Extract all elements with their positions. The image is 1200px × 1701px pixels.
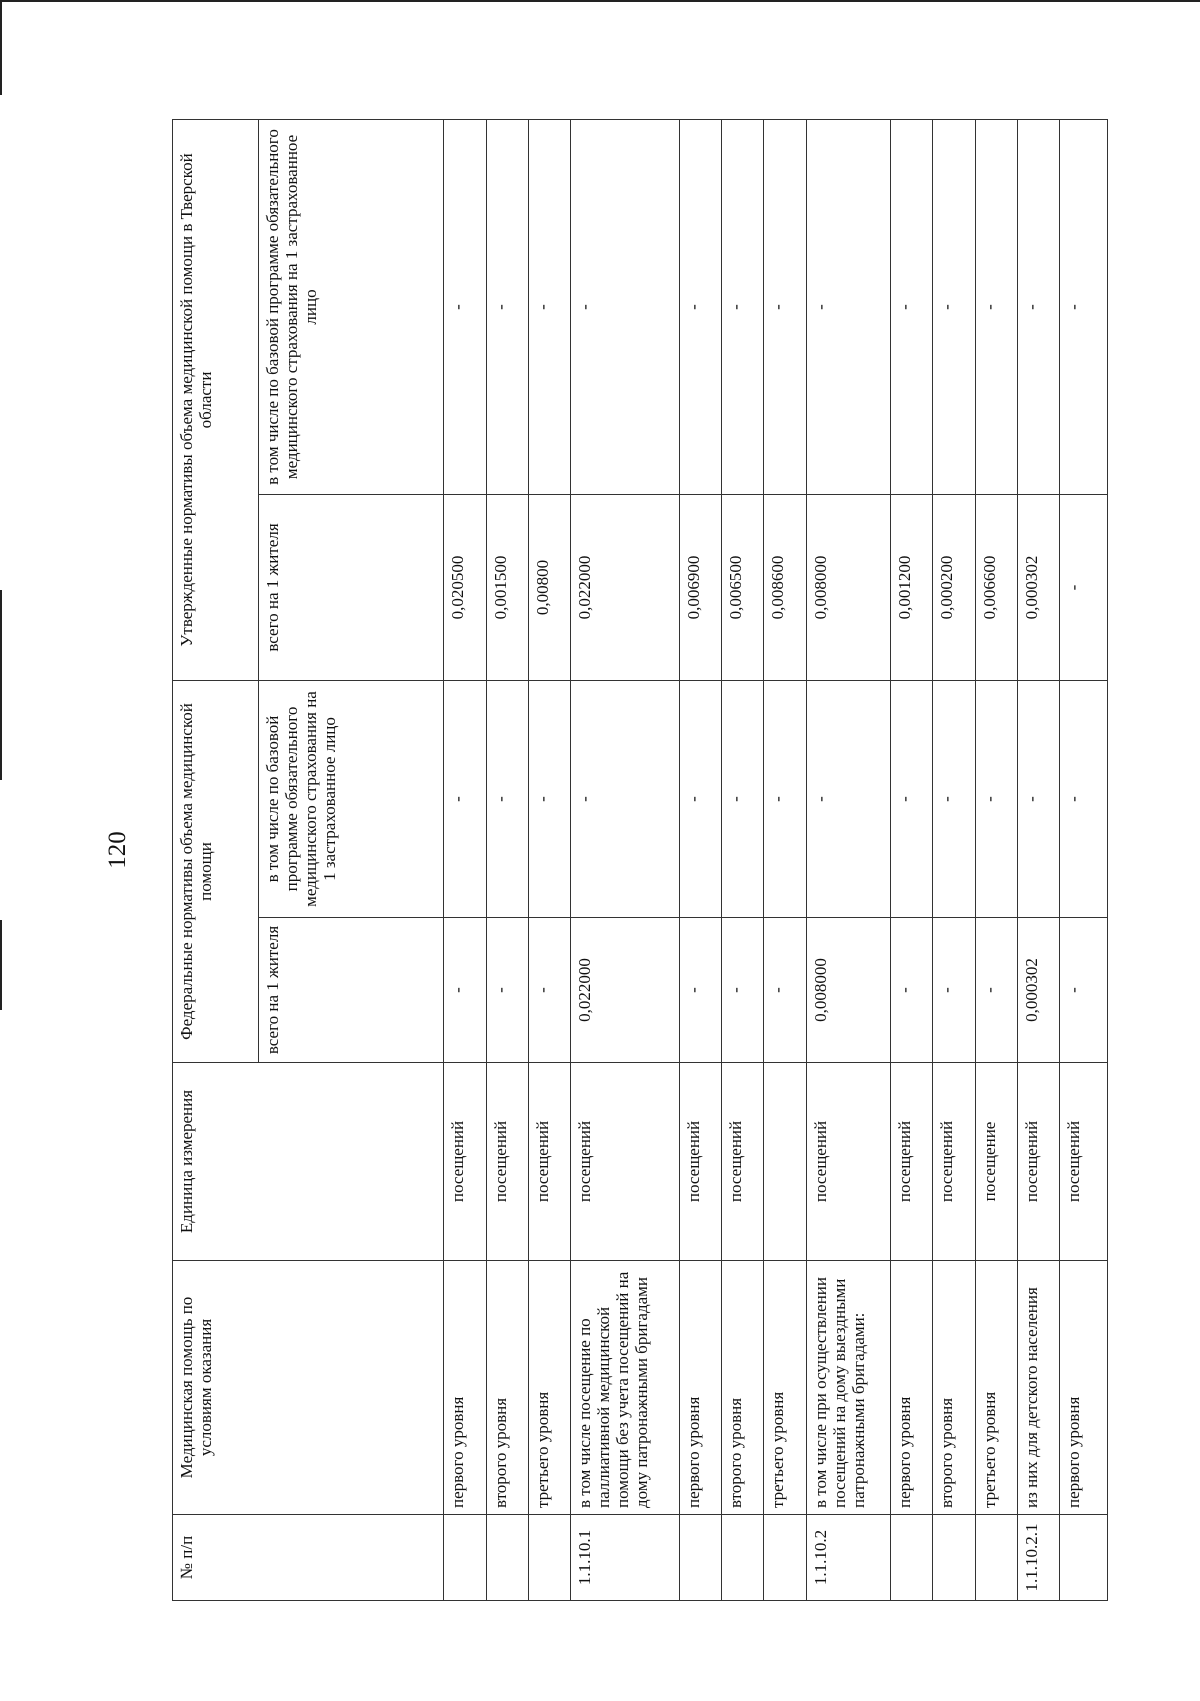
cell-unit: посещений bbox=[806, 1063, 891, 1261]
header-regional: Утвержденные нормативы объема медицинской помощи в Тверской области bbox=[173, 119, 259, 680]
cell-federal-oms: - bbox=[891, 680, 933, 917]
cell-unit: посещений bbox=[486, 1063, 528, 1261]
cell-regional-total: 0,020500 bbox=[444, 494, 486, 680]
scan-border-left-top bbox=[0, 0, 2, 95]
cell-num bbox=[764, 1515, 806, 1601]
table-row bbox=[1018, 119, 1060, 1600]
cell-regional-total: 0,00800 bbox=[529, 494, 571, 680]
cell-num bbox=[721, 1515, 763, 1601]
cell-care: первого уровня bbox=[444, 1261, 486, 1515]
cell-num bbox=[975, 1515, 1017, 1601]
cell-care: в том числе при осуществлении посещений на дому выездными патронажными бригадами: bbox=[806, 1261, 891, 1515]
cell-regional-oms: - bbox=[891, 119, 933, 494]
cell-regional-oms: - bbox=[721, 119, 763, 494]
cell-regional-oms: - bbox=[444, 119, 486, 494]
cell-federal-oms: - bbox=[486, 680, 528, 917]
cell-num bbox=[486, 1515, 528, 1601]
cell-regional-total: 0,006500 bbox=[721, 494, 763, 680]
cell-care: из них для детского населения bbox=[1018, 1261, 1060, 1515]
cell-unit: посещений bbox=[1060, 1063, 1108, 1261]
cell-num bbox=[444, 1515, 486, 1601]
table-row bbox=[529, 119, 571, 1600]
table-row bbox=[721, 119, 763, 1600]
cell-unit: посещений bbox=[1018, 1063, 1060, 1261]
cell-regional-total: 0,008000 bbox=[806, 494, 891, 680]
cell-regional-oms: - bbox=[975, 119, 1017, 494]
scan-border-left-low bbox=[0, 920, 2, 1010]
cell-federal-oms: - bbox=[1060, 680, 1108, 917]
cell-care: первого уровня bbox=[679, 1261, 721, 1515]
header-federal: Федеральные нормативы объема медицинской помощи bbox=[173, 680, 259, 1062]
cell-num: 1.1.10.1 bbox=[571, 1515, 679, 1601]
cell-federal-total: - bbox=[1060, 918, 1108, 1063]
header-care: Медицинская помощь по условиям оказания bbox=[173, 1261, 444, 1515]
cell-unit bbox=[764, 1063, 806, 1261]
cell-federal-oms: - bbox=[529, 680, 571, 917]
table-row bbox=[806, 119, 891, 1600]
cell-federal-total: 0,000302 bbox=[1018, 918, 1060, 1063]
cell-num: 1.1.10.2.1 bbox=[1018, 1515, 1060, 1601]
cell-care: второго уровня bbox=[721, 1261, 763, 1515]
cell-regional-total: 0,022000 bbox=[571, 494, 679, 680]
header-row bbox=[173, 119, 259, 1600]
cell-federal-total: - bbox=[764, 918, 806, 1063]
table-row bbox=[933, 119, 975, 1600]
cell-care: второго уровня bbox=[933, 1261, 975, 1515]
table-row bbox=[891, 119, 933, 1600]
cell-care: третьего уровня bbox=[764, 1261, 806, 1515]
subheader-federal-oms: в том числе по базовой программе обязательного медицинского страхования на 1 застрахованное лицо bbox=[258, 680, 444, 917]
cell-num bbox=[679, 1515, 721, 1601]
cell-unit: посещений bbox=[444, 1063, 486, 1261]
cell-federal-oms: - bbox=[679, 680, 721, 917]
cell-regional-total: 0,000302 bbox=[1018, 494, 1060, 680]
subheader-federal-total: всего на 1 жителя bbox=[258, 918, 444, 1063]
cell-federal-oms: - bbox=[721, 680, 763, 917]
cell-regional-oms: - bbox=[486, 119, 528, 494]
cell-federal-total: - bbox=[679, 918, 721, 1063]
cell-regional-oms: - bbox=[529, 119, 571, 494]
cell-federal-oms: - bbox=[444, 680, 486, 917]
cell-federal-oms: - bbox=[806, 680, 891, 917]
cell-federal-total: - bbox=[891, 918, 933, 1063]
cell-federal-oms: - bbox=[764, 680, 806, 917]
subheader-regional-oms: в том числе по базовой программе обязательного медицинского страхования на 1 застрахованное лицо bbox=[258, 119, 444, 494]
cell-federal-oms: - bbox=[571, 680, 679, 917]
table-row bbox=[444, 119, 486, 1600]
table-row bbox=[764, 119, 806, 1600]
cell-care: третьего уровня bbox=[529, 1261, 571, 1515]
cell-unit: посещений bbox=[571, 1063, 679, 1261]
standards-table bbox=[172, 119, 1108, 1601]
cell-unit: посещений bbox=[721, 1063, 763, 1261]
cell-num bbox=[933, 1515, 975, 1601]
cell-unit: посещений bbox=[891, 1063, 933, 1261]
page-number: 120 bbox=[104, 831, 131, 869]
cell-regional-total: 0,001500 bbox=[486, 494, 528, 680]
cell-regional-total: 0,000200 bbox=[933, 494, 975, 680]
cell-unit: посещений bbox=[679, 1063, 721, 1261]
cell-federal-oms: - bbox=[933, 680, 975, 917]
cell-care: первого уровня bbox=[891, 1261, 933, 1515]
cell-federal-total: - bbox=[529, 918, 571, 1063]
cell-care: третьего уровня bbox=[975, 1261, 1017, 1515]
cell-regional-total: 0,006600 bbox=[975, 494, 1017, 680]
cell-num bbox=[1060, 1515, 1108, 1601]
cell-regional-total: 0,008600 bbox=[764, 494, 806, 680]
cell-federal-total: - bbox=[486, 918, 528, 1063]
cell-regional-oms: - bbox=[806, 119, 891, 494]
cell-num: 1.1.10.2 bbox=[806, 1515, 891, 1601]
table-row bbox=[486, 119, 528, 1600]
cell-unit: посещений bbox=[529, 1063, 571, 1261]
cell-num bbox=[529, 1515, 571, 1601]
cell-regional-oms: - bbox=[764, 119, 806, 494]
scan-border-left-mid bbox=[0, 590, 2, 780]
subheader-regional-total: всего на 1 жителя bbox=[258, 494, 444, 680]
cell-federal-total: - bbox=[975, 918, 1017, 1063]
header-unit: Единица измерения bbox=[173, 1063, 444, 1261]
cell-regional-total: 0,001200 bbox=[891, 494, 933, 680]
table-row bbox=[679, 119, 721, 1600]
table-row bbox=[975, 119, 1017, 1600]
header-num: № п/п bbox=[173, 1515, 444, 1601]
cell-federal-total: 0,022000 bbox=[571, 918, 679, 1063]
cell-unit: посещение bbox=[975, 1063, 1017, 1261]
table-row bbox=[571, 119, 679, 1600]
cell-care: первого уровня bbox=[1060, 1261, 1108, 1515]
cell-regional-oms: - bbox=[1060, 119, 1108, 494]
cell-federal-total: 0,008000 bbox=[806, 918, 891, 1063]
cell-regional-total: 0,006900 bbox=[679, 494, 721, 680]
scan-border-top bbox=[0, 0, 1200, 2]
cell-care: в том числе посещение по паллиативной медицинской помощи без учета посещений на дому патронажными бригадами bbox=[571, 1261, 679, 1515]
rotated-table-container bbox=[172, 120, 1108, 1601]
cell-federal-oms: - bbox=[1018, 680, 1060, 917]
cell-federal-oms: - bbox=[975, 680, 1017, 917]
cell-federal-total: - bbox=[444, 918, 486, 1063]
cell-federal-total: - bbox=[721, 918, 763, 1063]
cell-care: второго уровня bbox=[486, 1261, 528, 1515]
cell-federal-total: - bbox=[933, 918, 975, 1063]
cell-regional-oms: - bbox=[679, 119, 721, 494]
cell-regional-total: - bbox=[1060, 494, 1108, 680]
cell-regional-oms: - bbox=[1018, 119, 1060, 494]
table-row bbox=[1060, 119, 1108, 1600]
cell-num bbox=[891, 1515, 933, 1601]
cell-unit: посещений bbox=[933, 1063, 975, 1261]
cell-regional-oms: - bbox=[571, 119, 679, 494]
cell-regional-oms: - bbox=[933, 119, 975, 494]
